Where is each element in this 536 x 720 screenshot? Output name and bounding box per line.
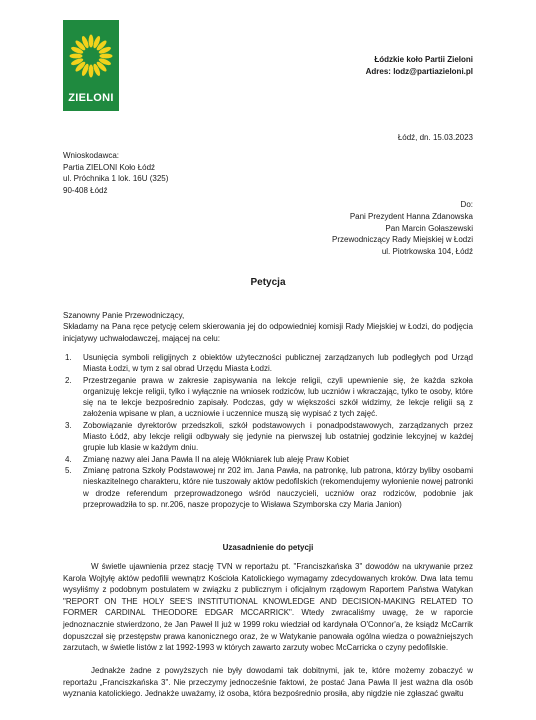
justification-title: Uzasadnienie do petycji [222,543,314,552]
list-number: 2. [65,375,72,385]
paragraph-text: W świetle ujawnienia przez stację TVN w reportażu pt. "Franciszkańska 3" dowodów na ukrywanie przez Karola Wojtyłę aktów pedofilii wewnątrz Kościoła Katolickiego wymagamy zdecydowanych kroków. Dwa lata temu wysyłiśmy z podobnym postulatem w związku z publicznym i oficjalnym rządowym Raportem Państwa Watykan "REPORT ON THE HOLY SEE'S INSTITUTIONAL KNOWLEDGE AND DECISION-MAKING RELATED TO FORMER CARDINAL THEODORE EDGAR MCCARRICK". Wtedy zwracaliśmy uwagę, że w raporcie jednoznacznie stwierdzono, że Jan Paweł II już w 1999 roku wiedział od kardynała O'Connor'a, że ksiądz McCarrik dopuszczał się przestępstw prawa kanonicznego oraz, że w Watykanie panowała ogólna wiedza o poważniejszych zarzutach, w świetle listów z lat 1992-1993 w których zawarto zarzuty wobec McCarricka o czyny pedofilskie. [63,562,473,653]
list-number: 5. [65,465,72,475]
party-logo [63,20,119,111]
list-text: Zobowiązanie dyrektorów przedszkoli, szkół podstawowych i ponadpodstawowych, zarządzanych przez Miasto Łódź, aby lekcje religii odbywały się jedynie na pierwszej lub ostatniej godzinie lekcyjnej w każdej grupie lub klasie w każdym dniu. [83,420,473,453]
document-title: Petycja [250,277,286,288]
list-item [63,454,473,465]
justification-paragraph [63,665,473,700]
list-text: Przestrzeganie prawa w zakresie zapisywania na lekcje religii, czyli upewnienie się, że każda szkoła organizuję lekcje religii, tylko i wyłącznie na wniosek rodziców, lub uczniów i wkraczając, tylko te osoby, które się na te lekcje bezpośrednio zapisały. Podczas, gdy w większości szkół widzimy, że lekcje religii są z założenia wpisane w plan, a uczniowie i uczennice muszą się wypisać z tych zajęć. [83,375,473,419]
list-number: 1. [65,353,72,362]
sunflower-icon [69,26,113,86]
list-item [63,420,473,454]
organization-header [366,54,473,78]
intro-paragraph: Składamy na Pana ręce petycję celem skierowania jej do odpowiedniej komisji Rady Miejskiej w Łodzi, do podjęcia inicjatywy uchwałodawczej, mającej na celu: [63,322,473,343]
list-text: Usunięcia symboli religijnych z obiektów użyteczności publicznej zarządzanych lub podległych pod Urząd Miasta Łodzi, w tym z sal obrad Urzędu Miasta Łodzi. [83,353,473,374]
recipient-label: Do: [460,200,473,209]
justification-paragraph [63,561,473,654]
recipient-line: Pani Prezydent Hanna Zdanowska [349,211,473,221]
logo-wordmark: ZIELONI [68,92,114,104]
recipient-line: ul. Piotrkowska 104, Łódź [381,247,473,257]
list-number: 3. [65,420,72,430]
organization-name: Łódzkie koło Partii Zieloni [374,55,473,64]
recipient-line: Przewodniczący Rady Miejskiej w Łodzi [332,235,473,245]
letter-date: Łódź, dn. 15.03.2023 [397,133,473,142]
list-item [63,352,473,375]
greeting: Szanowny Panie Przewodniczący, [63,311,185,320]
list-item [63,465,473,510]
sender-label: Wnioskodawca: [63,151,120,160]
recipient-line: Pan Marcin Gołaszewski [385,223,473,233]
list-number: 4. [65,454,72,464]
sender-line: Partia ZIELONI Koło Łódź [63,162,156,172]
recipient-block [332,199,473,258]
list-text: Zmianę nazwy alei Jana Pawła II na aleję Włókniarek lub aleję Praw Kobiet [83,454,349,464]
sender-block [63,150,168,196]
sender-line: 90-408 Łódź [63,185,108,195]
sender-line: ul. Próchnika 1 lok. 16U (325) [63,174,169,183]
organization-address: Adres: lodz@partiazieloni.pl [365,67,473,76]
demands-list [63,352,473,510]
list-text: Zmianę patrona Szkoły Podstawowej nr 202 im. Jana Pawła, na patronkę, lub patrona, którzy byliby osobami nieskazitelnego charakteru, które nie tuszowały aktów pedofilskich (rekomendujemy wyłonienie nowej patronki w drodze referendum przeprowadzonego wśród nauczycieli, uczniów oraz rodziców, podobnie jak przeprowadziła to sp. nr.206, nasze propozycje to Wisława Szymborska czy Maria Janion) [83,465,473,509]
paragraph-text: Jednakże żadne z powyższych nie były dowodami tak dobitnymi, jak te, które możemy zobaczyć w reportażu „Franciszkańska 3". Nie przeczymy jednocześnie faktowi, że postać Jana Pawła II jest ważna dla osób wyznania katolickiego. Jednakże uważamy, iż osoba, która bezpośrednio prosiła, aby nigdzie nie zgłaszać gwałtu [63,666,473,699]
list-item [63,375,473,420]
